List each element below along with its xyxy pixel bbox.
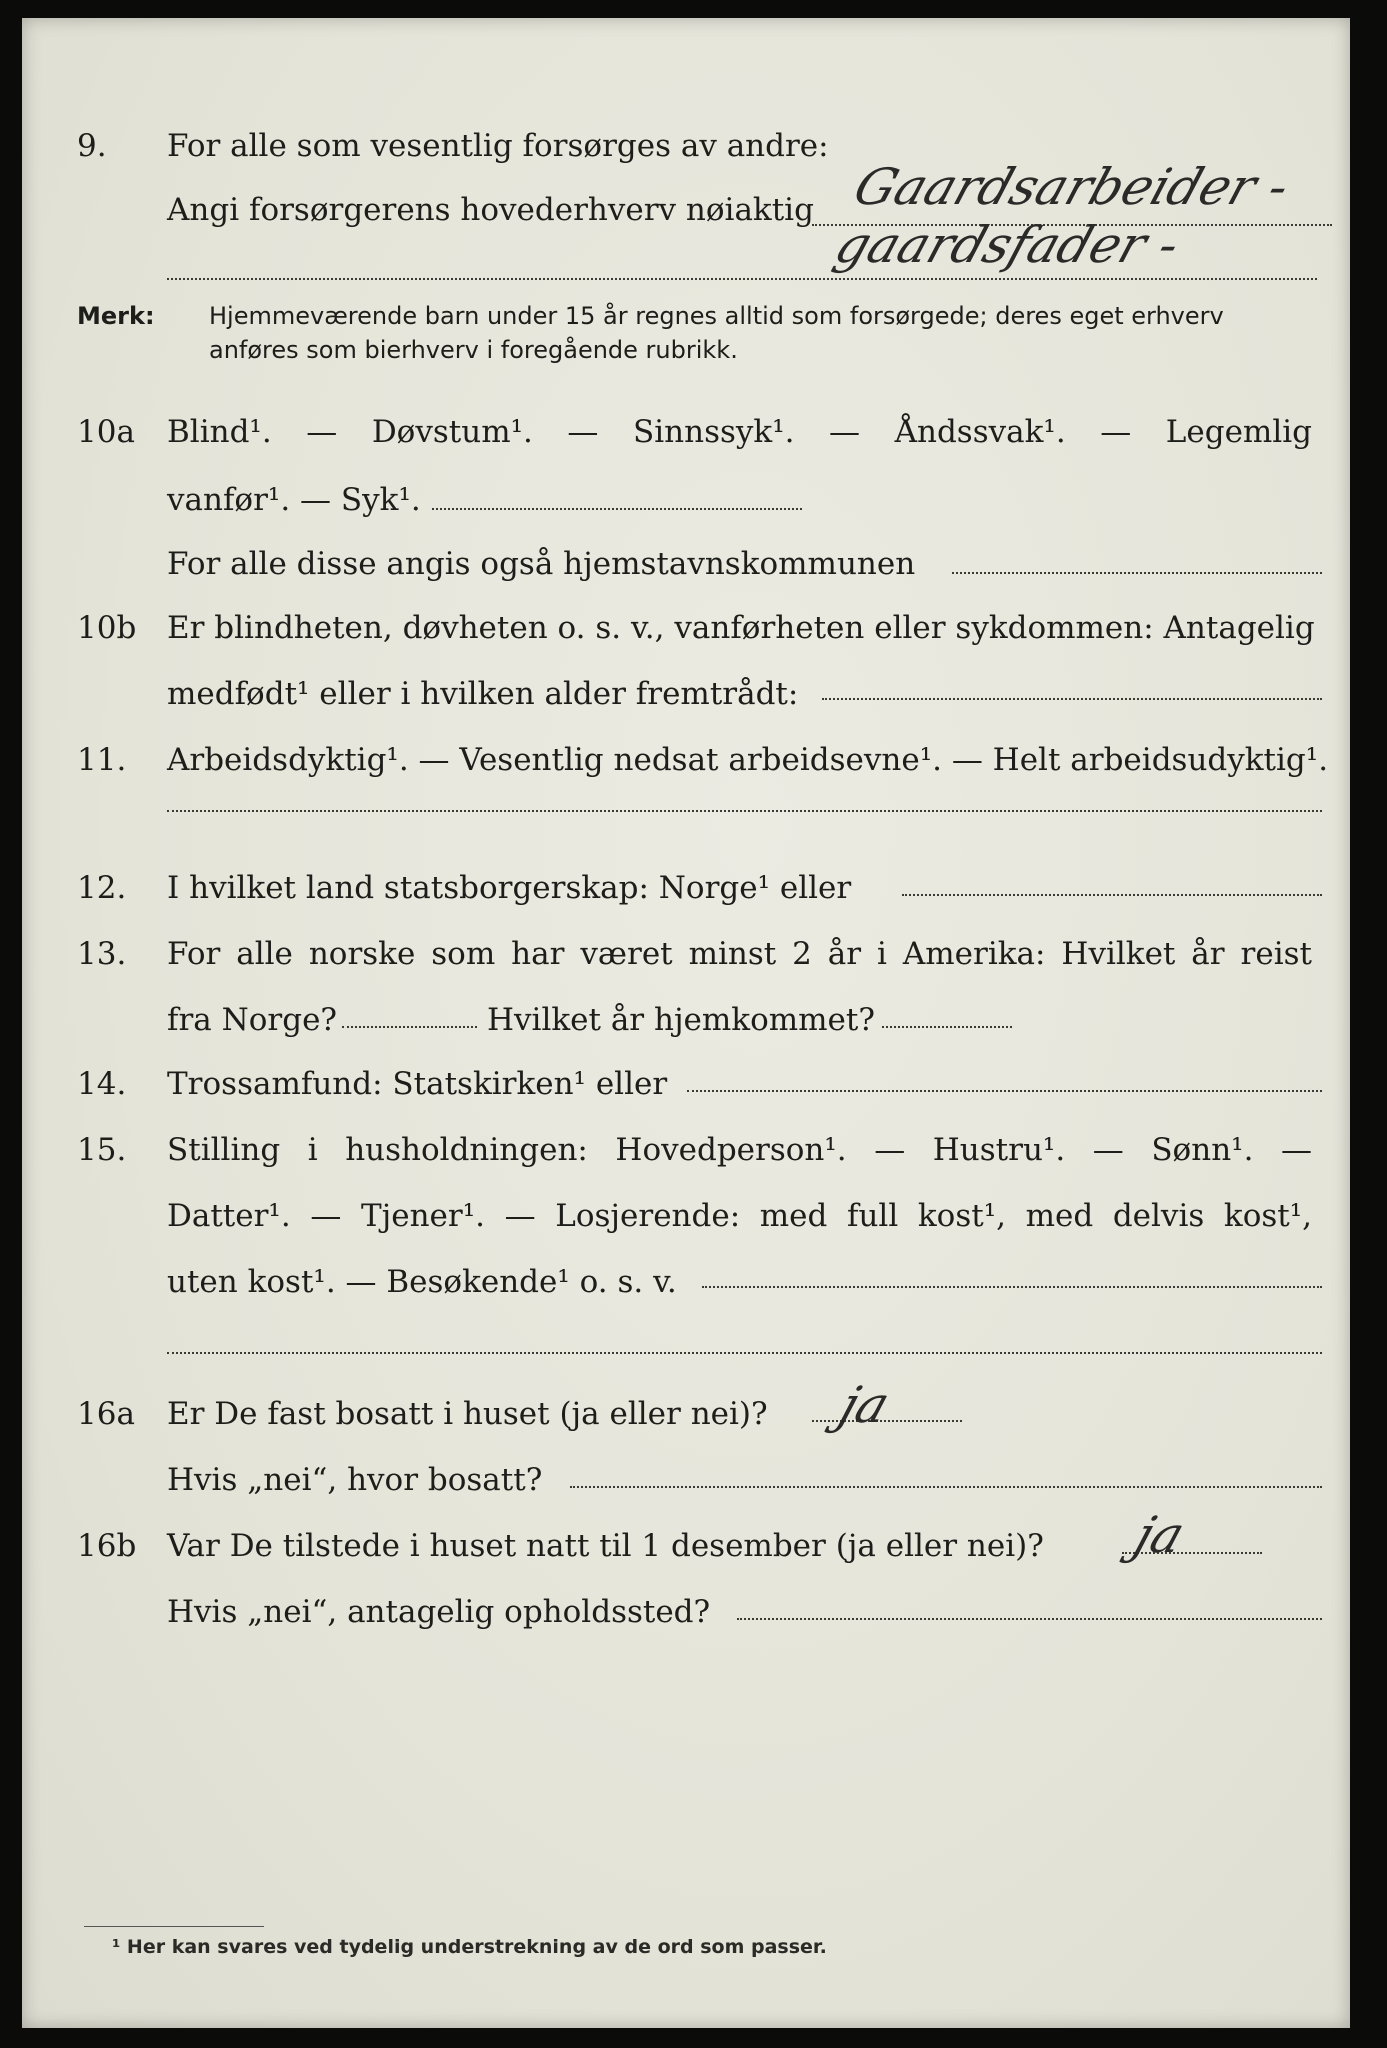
q15-number: 15. xyxy=(77,1132,127,1168)
q10b-text-2: medfødt¹ eller i hvilken alder fremtrådt: xyxy=(167,676,799,712)
q16b-text-2: Hvis „nei“, antagelig opholdssted? xyxy=(167,1594,711,1630)
q16a-text-1: Er De fast bosatt i huset (ja eller nei)? xyxy=(167,1396,768,1432)
q15-text-3: uten kost¹. — Besøkende¹ o. s. v. xyxy=(167,1264,677,1300)
q12-answer-line[interactable] xyxy=(902,894,1322,896)
q10a-line2 xyxy=(22,480,1350,520)
q16a-handwritten-answer: ja xyxy=(832,1376,897,1434)
q14-text-1: Trossamfund: Statskirken¹ eller xyxy=(167,1066,668,1102)
q16b-answer-line-2[interactable] xyxy=(737,1618,1322,1620)
q10a-answer-line-2[interactable] xyxy=(952,572,1322,574)
q13-answer-reist[interactable] xyxy=(342,1026,477,1028)
q9-number: 9. xyxy=(77,128,107,164)
q16a-number: 16a xyxy=(77,1396,135,1432)
q10a-text-2: vanfør¹. — Syk¹. xyxy=(167,482,421,518)
q10a-line1 xyxy=(22,412,1350,452)
q16b-number: 16b xyxy=(77,1528,137,1564)
q10a-text-3: For alle disse angis også hjemstavnskommunen xyxy=(167,546,916,582)
q10a-text-1: Blind¹. — Døvstum¹. — Sinnssyk¹. — Åndssvak¹. — Legemlig xyxy=(167,414,1312,450)
q10b-answer-line[interactable] xyxy=(822,698,1322,700)
q15-text-2: Datter¹. — Tjener¹. — Losjerende: med full kost¹, med delvis kost¹, xyxy=(167,1198,1312,1234)
q16b-line2 xyxy=(22,1592,1350,1632)
merk-label: Merk: xyxy=(77,302,155,330)
q14-number: 14. xyxy=(77,1066,127,1102)
q12-text-1: I hvilket land statsborgerskap: Norge¹ eller xyxy=(167,870,852,906)
q13-text-2b: Hvilket år hjemkommet? xyxy=(487,1002,875,1038)
q13-answer-hjemkommet[interactable] xyxy=(882,1026,1012,1028)
q16b-text-1: Var De tilstede i huset natt til 1 desember (ja eller nei)? xyxy=(167,1528,1044,1564)
q11-number: 11. xyxy=(77,742,127,778)
q11-line1 xyxy=(22,740,1350,780)
q10b-number: 10b xyxy=(77,610,137,646)
q16b-handwritten-answer: ja xyxy=(1127,1506,1192,1564)
q9-handwritten-answer: Gaardsarbeider - gaardsfader - xyxy=(828,158,1297,274)
q16a-answer-line-2[interactable] xyxy=(570,1486,1322,1488)
q15-line3 xyxy=(22,1262,1350,1302)
q11-text-1: Arbeidsdyktig¹. — Vesentlig nedsat arbeidsevne¹. — Helt arbeidsudyktig¹. xyxy=(167,742,1329,778)
q14-line1 xyxy=(22,1064,1350,1104)
q15-text-1: Stilling i husholdningen: Hovedperson¹. — Hustru¹. — Sønn¹. — xyxy=(167,1132,1312,1168)
q12-line1 xyxy=(22,868,1350,908)
q10b-text-1: Er blindheten, døvheten o. s. v., vanførheten eller sykdommen: Antagelig xyxy=(167,610,1315,646)
q15-line2 xyxy=(22,1196,1350,1236)
merk-note xyxy=(77,300,155,332)
merk-text-2: anføres som bierhverv i foregående rubrikk. xyxy=(209,336,738,364)
q16a-answer-line-1[interactable] xyxy=(812,1420,962,1422)
merk-text-1: Hjemmeværende barn under 15 år regnes alltid som forsørgede; deres eget erhverv xyxy=(209,302,1224,330)
footnote: ¹ Her kan svares ved tydelig understrekning av de ord som passer. xyxy=(112,1936,827,1958)
q9-text-2: Angi forsørgerens hovederhverv nøiaktig xyxy=(167,192,814,228)
census-form-page xyxy=(22,18,1350,2028)
q9-answer-line-2[interactable] xyxy=(167,278,1317,280)
q11-answer-line[interactable] xyxy=(167,810,1322,812)
q15-answer-line-1[interactable] xyxy=(702,1286,1322,1288)
q10a-answer-line-1[interactable] xyxy=(432,508,802,510)
q15-line1 xyxy=(22,1130,1350,1170)
q9-text-1: For alle som vesentlig forsørges av andre: xyxy=(167,128,829,164)
q13-line2 xyxy=(22,1000,1350,1040)
q10b-line1 xyxy=(22,608,1350,648)
q13-number: 13. xyxy=(77,936,127,972)
q16a-line1 xyxy=(22,1394,1350,1434)
q15-answer-line-2[interactable] xyxy=(167,1352,1322,1354)
q10a-number: 10a xyxy=(77,414,135,450)
footnote-rule xyxy=(84,1926,264,1927)
q10b-line2 xyxy=(22,674,1350,714)
q13-text-2a: fra Norge? xyxy=(167,1002,338,1038)
q12-number: 12. xyxy=(77,870,127,906)
q13-text-1: For alle norske som har været minst 2 år i Amerika: Hvilket år reist xyxy=(167,936,1312,972)
q14-answer-line[interactable] xyxy=(687,1090,1322,1092)
q10a-line3 xyxy=(22,544,1350,584)
q16a-text-2: Hvis „nei“, hvor bosatt? xyxy=(167,1462,543,1498)
q13-line1 xyxy=(22,934,1350,974)
q16a-line2 xyxy=(22,1460,1350,1500)
